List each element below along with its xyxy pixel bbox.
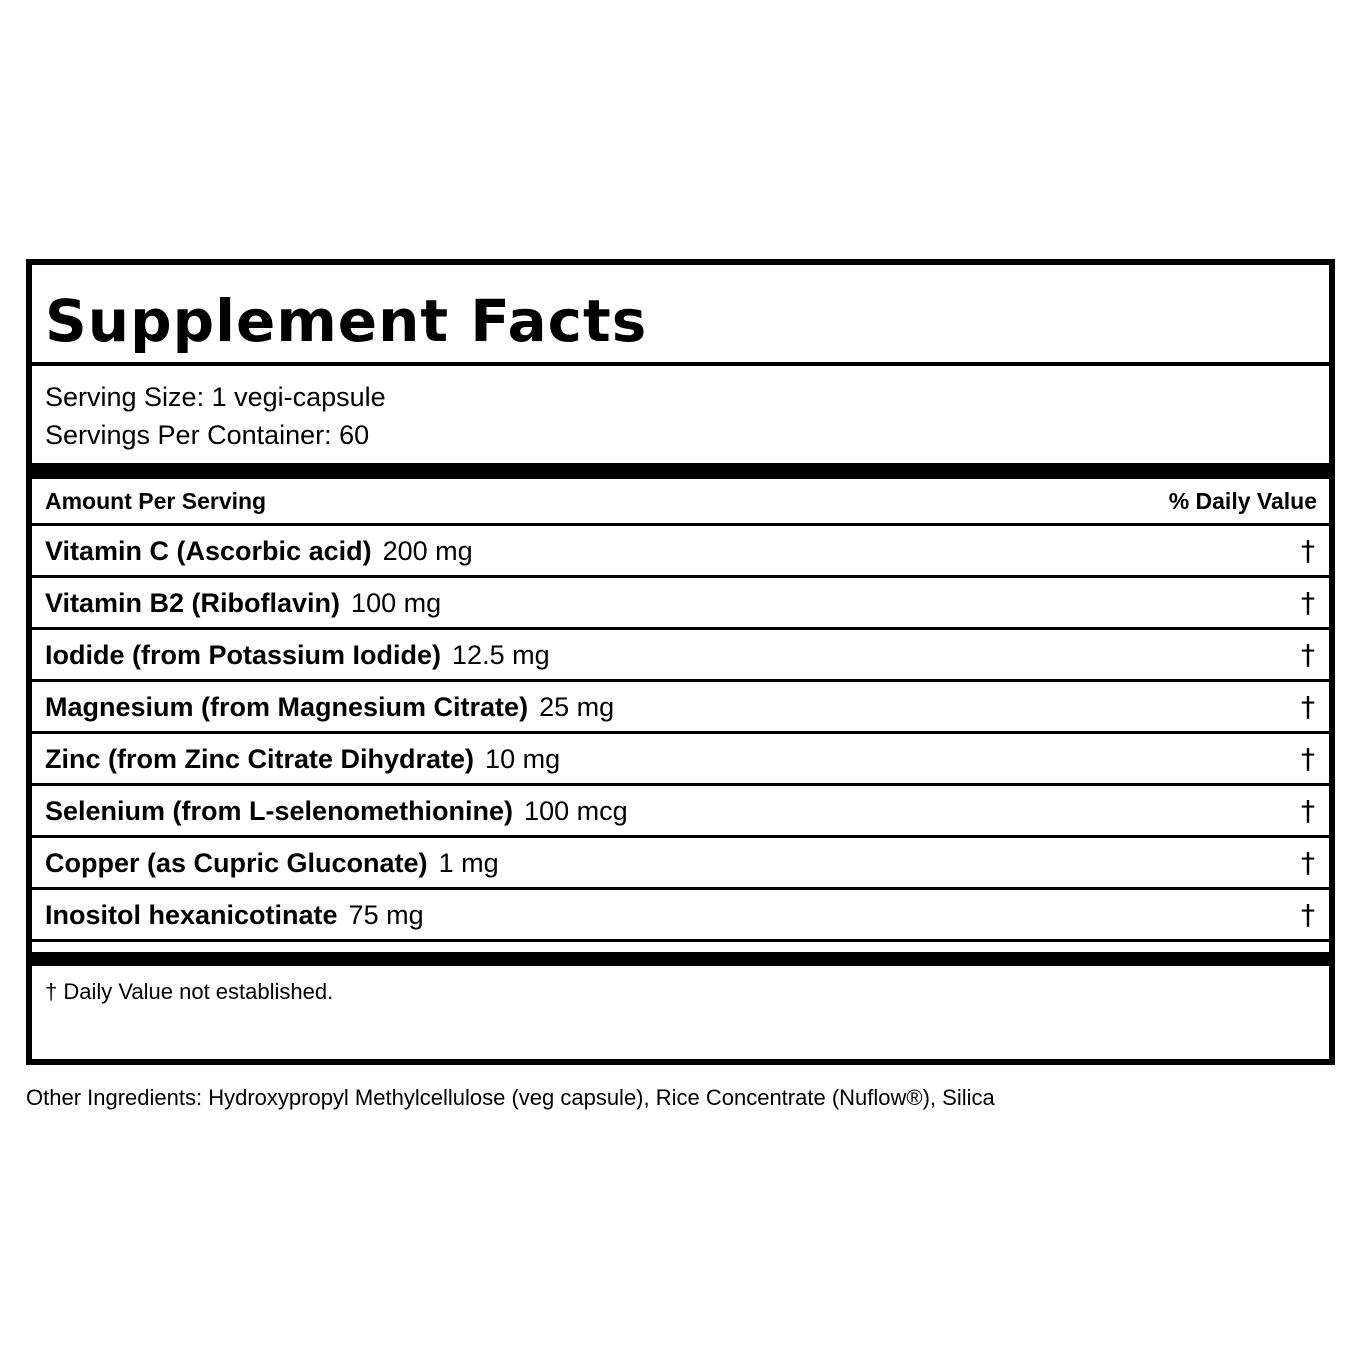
nutrient-amount: 1 mg <box>438 848 499 878</box>
nutrient-amount: 200 mg <box>382 536 473 566</box>
nutrient-row <box>32 786 1329 835</box>
daily-value-dagger: † <box>1301 690 1315 723</box>
nutrient-amount: 100 mg <box>351 588 442 618</box>
nutrient-amount: 12.5 mg <box>452 640 550 670</box>
column-header-row <box>32 479 1329 523</box>
daily-value-dagger: † <box>1301 846 1315 879</box>
thick-divider <box>32 463 1329 479</box>
thick-divider <box>32 952 1329 966</box>
nutrient-row <box>32 682 1329 731</box>
nutrient-name: Inositol hexanicotinate <box>45 900 338 930</box>
nutrient-name: Zinc (from Zinc Citrate Dihydrate) <box>45 744 475 774</box>
other-ingredients: Other Ingredients: Hydroxypropyl Methylcellulose (veg capsule), Rice Concentrate (Nuflow®), Silica <box>26 1085 995 1110</box>
daily-value-dagger: † <box>1301 794 1315 827</box>
daily-value-dagger: † <box>1301 898 1315 931</box>
serving-size: Serving Size: 1 vegi-capsule <box>45 382 386 412</box>
nutrient-amount: 10 mg <box>485 744 561 774</box>
daily-value-dagger: † <box>1301 638 1315 671</box>
nutrient-amount: 75 mg <box>348 900 424 930</box>
nutrient-row <box>32 630 1329 679</box>
nutrient-name: Vitamin C (Ascorbic acid) <box>45 536 372 566</box>
nutrient-row <box>32 838 1329 887</box>
nutrient-amount: 25 mg <box>539 692 615 722</box>
daily-value-dagger: † <box>1301 534 1315 567</box>
panel-title: Supplement Facts <box>45 287 648 355</box>
nutrient-row <box>32 526 1329 575</box>
nutrient-row <box>32 578 1329 627</box>
nutrient-row <box>32 734 1329 783</box>
nutrient-row <box>32 890 1329 939</box>
nutrient-name: Selenium (from L-selenomethionine) <box>45 796 514 826</box>
nutrient-name: Vitamin B2 (Riboflavin) <box>45 588 341 618</box>
divider <box>32 939 1329 942</box>
daily-value-dagger: † <box>1301 586 1315 619</box>
nutrient-amount: 100 mcg <box>524 796 628 826</box>
nutrient-name: Magnesium (from Magnesium Citrate) <box>45 692 529 722</box>
nutrient-name: Copper (as Cupric Gluconate) <box>45 848 428 878</box>
divider <box>32 362 1329 366</box>
daily-value-header: % Daily Value <box>1168 488 1317 514</box>
daily-value-footnote: † Daily Value not established. <box>45 979 334 1004</box>
amount-per-serving-header: Amount Per Serving <box>45 488 267 514</box>
supplement-facts-panel <box>26 259 1335 1065</box>
nutrient-name: Iodide (from Potassium Iodide) <box>45 640 442 670</box>
servings-per-container: Servings Per Container: 60 <box>45 420 370 450</box>
daily-value-dagger: † <box>1301 742 1315 775</box>
